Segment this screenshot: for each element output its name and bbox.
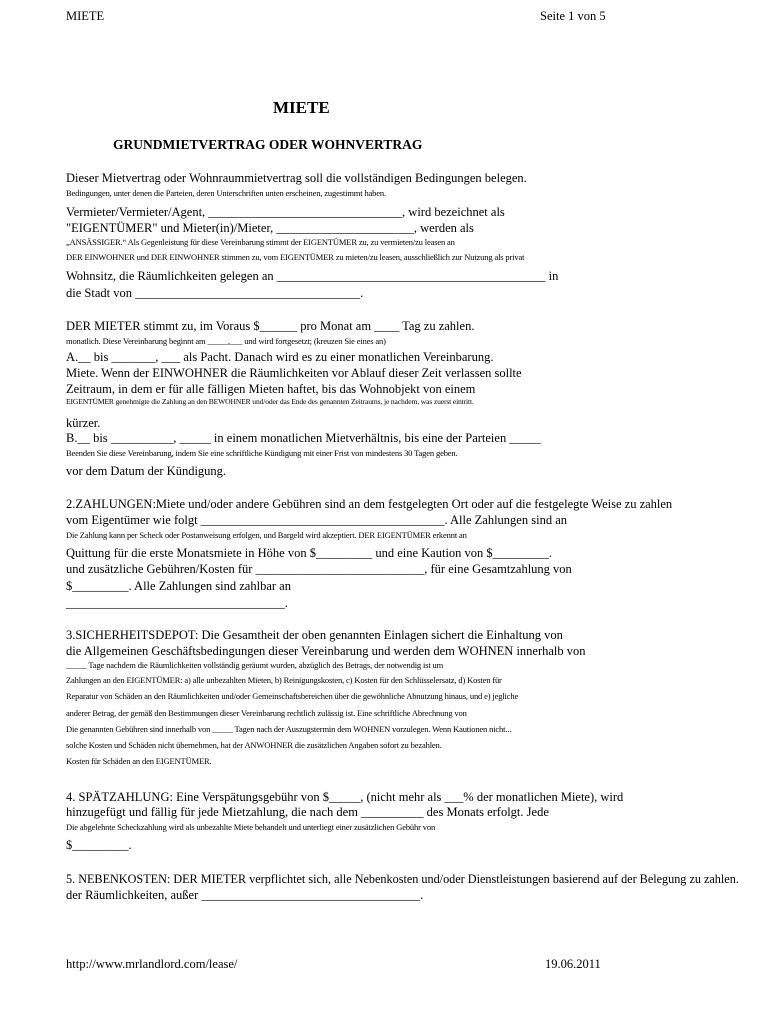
rent-line: kürzer. (66, 416, 101, 430)
late-line: Die abgelehnte Scheckzahlung wird als unbezahlte Miete behandelt und unterliegt einer zusätzlichen Gebühr von (66, 822, 436, 832)
intro-line: "EIGENTÜMER" und Mieter(in)/Mieter, ______________________, werden als (66, 221, 474, 235)
footer-date: 19.06.2011 (545, 957, 601, 971)
rent-line: vor dem Datum der Kündigung. (66, 464, 227, 478)
late-line: $_________. (66, 838, 132, 852)
intro-line: Dieser Mietvertrag oder Wohnraummietvertrag soll die vollständigen Bedingungen belegen. (66, 171, 527, 185)
rent-line: Beenden Sie diese Vereinbarung, indem Sie eine schriftliche Kündigung mit einer Frist von mindestens 30 Tagen geben. (66, 448, 458, 458)
payments-line: ___________________________________. (66, 596, 288, 610)
deposit-line: Reparatur von Schäden an den Räumlichkeiten und/oder Gemeinschaftsbereichen über die gewöhnliche Abnutzung hinaus, und e) jegliche (66, 691, 519, 701)
deposit-line: _____ Tage nachdem die Räumlichkeiten vollständig geräumt wurden, abzüglich des Betrags, der notwendig ist um (66, 660, 444, 670)
footer-url[interactable]: http://www.mrlandlord.com/lease/ (66, 957, 238, 971)
utilities-line: der Räumlichkeiten, außer ___________________________________. (66, 888, 424, 902)
intro-line: Vermieter/Vermieter/Agent, _______________________________, wird bezeichnet als (66, 205, 505, 219)
utilities-line: 5. NEBENKOSTEN: DER MIETER verpflichtet sich, alle Nebenkosten und/oder Dienstleistungen basierend auf der Belegung zu zahlen. (66, 872, 739, 886)
deposit-line: die Allgemeinen Geschäftsbedingungen dieser Vereinbarung und werden dem WOHNEN innerhalb von (66, 644, 586, 658)
document-subtitle: GRUNDMIETVERTRAG ODER WOHNVERTRAG (113, 137, 423, 152)
rent-line: B.__ bis __________, _____ in einem monatlichen Mietverhältnis, bis eine der Parteien _____ (66, 431, 541, 445)
payments-line: Quittung für die erste Monatsmiete in Höhe von $_________ und eine Kaution von $_________. (66, 546, 553, 560)
rent-line: A.__ bis _______, ___ als Pacht. Danach wird es zu einer monatlichen Vereinbarung. (66, 350, 494, 364)
payments-line: und zusätzliche Gebühren/Kosten für ___________________________, für eine Gesamtzahlung von (66, 562, 572, 576)
rent-line: DER MIETER stimmt zu, im Voraus $______ pro Monat am ____ Tag zu zahlen. (66, 319, 475, 333)
intro-line: „ANSÄSSIGER.“ Als Gegenleistung für diese Vereinbarung stimmt der EIGENTÜMER zu, zu vermieten/zu leasen an (66, 237, 455, 247)
intro-line: Bedingungen, unter denen die Parteien, deren Unterschriften unten erscheinen, zugestimmt haben. (66, 188, 386, 198)
rent-line: EIGENTÜMER genehmigte die Zahlung an den BEWOHNER und/oder das Ende des genannten Zeitraums, je nachdem, was zuerst eintritt. (66, 397, 474, 406)
payments-line: vom Eigentümer wie folgt _______________________________________. Alle Zahlungen sind an (66, 513, 567, 527)
payments-line: $_________. Alle Zahlungen sind zahlbar an (66, 579, 291, 593)
deposit-line: solche Kosten und Schäden nicht übernehmen, hat der ANWOHNER die zusätzlichen Angaben sofort zu bezahlen. (66, 740, 442, 750)
late-line: 4. SPÄTZAHLUNG: Eine Verspätungsgebühr von $_____, (nicht mehr als ___% der monatlichen Miete), wird (66, 790, 624, 804)
rent-line: monatlich. Diese Vereinbarung beginnt am _____,___ und wird fortgesetzt; (kreuzen Sie eines an) (66, 336, 386, 346)
late-line: hinzugefügt und fällig für jede Mietzahlung, die nach dem __________ des Monats erfolgt. Jede (66, 805, 549, 819)
payments-line: Die Zahlung kann per Scheck oder Postanweisung erfolgen, und Bargeld wird akzeptiert. DER EIGENTÜMER erkennt an (66, 530, 467, 540)
deposit-line: Zahlungen an den EIGENTÜMER: a) alle unbezahlten Mieten, b) Reinigungskosten, c) Kosten für den Schlüsselersatz, d) Kosten für (66, 675, 502, 685)
page-indicator: Seite 1 von 5 (540, 9, 606, 23)
deposit-line: 3.SICHERHEITSDEPOT: Die Gesamtheit der oben genannten Einlagen sichert die Einhaltung von (66, 628, 563, 642)
deposit-line: Die genannten Gebühren sind innerhalb von _____ Tagen nach der Auszugstermin dem WOHNEN vorzulegen. Wenn Kautionen nicht... (66, 724, 512, 734)
intro-line: DER EINWOHNER und DER EINWOHNER stimmen zu, vom EIGENTÜMER zu mieten/zu leasen, ausschließlich zur Nutzung als privat (66, 252, 525, 262)
rent-line: Zeitraum, in dem er für alle fälligen Mieten haftet, bis das Wohnobjekt von einem (66, 382, 476, 396)
intro-line: die Stadt von ____________________________________. (66, 286, 364, 300)
intro-line: Wohnsitz, die Räumlichkeiten gelegen an ___________________________________________ in (66, 269, 559, 283)
payments-line: 2.ZAHLUNGEN:Miete und/oder andere Gebühren sind an dem festgelegten Ort oder auf die festgelegte Weise zu zahlen (66, 497, 673, 511)
deposit-line: anderer Betrag, der gemäß den Bestimmungen dieser Vereinbarung rechtlich zulässig ist. Eine schriftliche Abrechnung von (66, 708, 467, 718)
rent-line: Miete. Wenn der EINWOHNER die Räumlichkeiten vor Ablauf dieser Zeit verlassen sollte (66, 366, 522, 380)
header-left: MIETE (66, 9, 105, 23)
deposit-line: Kosten für Schäden an den EIGENTÜMER. (66, 756, 212, 766)
document-title: MIETE (273, 98, 330, 117)
